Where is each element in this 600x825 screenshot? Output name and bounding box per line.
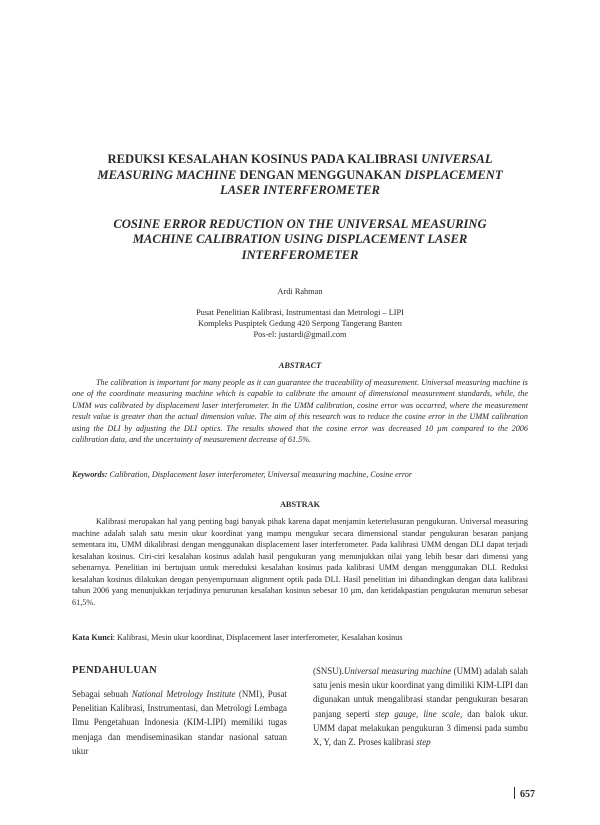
keywords-line <box>72 469 528 480</box>
affiliation-line: Pusat Penelitian Kalibrasi, Instrumentasi dan Metrologi – LIPI <box>196 308 404 317</box>
abstract-heading: ABSTRACT <box>278 361 322 370</box>
keywords-label: Keywords: <box>72 470 108 479</box>
author-email: Pos-el: justardi@gmail.com <box>253 330 347 339</box>
abstrak-heading: ABSTRAK <box>279 500 321 509</box>
keywords-text: Calibration, Displacement laser interferometer, Universal measuring machine, Cosine error <box>107 470 413 479</box>
author-name: Ardi Rahman <box>277 287 323 296</box>
kata-kunci-text: : Kalibrasi, Mesin ukur koordinat, Displacement laser interferometer, Kesalahan kosinus <box>112 633 403 642</box>
title-block <box>60 152 540 263</box>
abstract-text: The calibration is important for many people as it can guarantee the traceability of measurement. Universal measuring machine is one of the coordinate measuring machine which is capable to calibrate the amount of dimensional measurement standards, while, the UMM was calibrated by displacement laser interferometer. In the UMM calibration, cosine error was occurred, where the measurement result value is greater than the actual dimension value. The aim of this research was to reduce the cosine error in the UMM calibration using the DLI by adjusting the DLI optics. The results showed that the cosine error was decreased 10 µm compared to the 2006 calibration data, and the uncertainty of measurement decrease of 61.5%. <box>72 378 528 445</box>
body-paragraph: (SNSU).Universal measuring machine (UMM) adalah salah satu jenis mesin ukur koordinat yang dimiliki KIM-LIPI dan digunakan untuk mengalibrasi standar pengukuran besaran panjang seperti step gauge, line scale, dan balok ukur. UMM dapat melakukan pengukuran 3 dimensi pada sumbu X, Y, dan Z. Proses kalibrasi step <box>313 666 528 748</box>
page-number-divider <box>514 787 515 799</box>
body-paragraph: Sebagai sebuah National Metrology Institute (NMI), Pusat Penelitian Kalibrasi, Instrumentasi, dan Metrologi Lembaga Ilmu Pengetahuan Indonesia (KIM-LIPI) memiliki tugas menjaga dan mendiseminasikan standar nasional satuan ukur <box>72 689 287 756</box>
section-heading: PENDAHULUAN <box>72 665 157 676</box>
author-affiliation <box>0 307 600 340</box>
body-column-left <box>72 664 287 758</box>
kata-kunci-label: Kata Kunci <box>72 633 113 642</box>
title-english: COSINE ERROR REDUCTION ON THE UNIVERSAL MEASURING MACHINE CALIBRATION USING DISPLACEMENT LASER INTERFEROMETER <box>113 216 487 262</box>
kata-kunci-line <box>72 632 528 643</box>
title-indonesian: REDUKSI KESALAHAN KOSINUS PADA KALIBRASI UNIVERSAL MEASURING MACHINE DENGAN MENGGUNAKAN DISPLACEMENT LASER INTERFEROMETER <box>97 152 503 197</box>
page-number: 657 <box>514 787 535 800</box>
affiliation-line: Kompleks Puspiptek Gedung 420 Serpong Tangerang Banten <box>198 319 402 328</box>
abstrak-text: Kalibrasi merupakan hal yang penting bagi banyak pihak karena dapat menjamin ketertelusuran pengukuran. Universal measuring machine adalah salah satu mesin ukur koordinat yang mampu mengukur secara dimensional standar pengukuran besaran panjang sementara itu, UMM dikalibrasi dengan menggunakan displacement laser interferometer. Pada kalibrasi UMM dengan DLI dapat terjadi kesalahan kosinus. Ciri-ciri kesalahan kosinus adalah hasil pengukuran yang menunjukkan nilai yang lebih besar dari dimensi yang sebenarnya. Penelitian ini bertujuan untuk mereduksi kesalahan kosinus pada kalibrasi UMM dengan menggunakan DLI. Reduksi kesalahan kosinus dilakukan dengan penyempurnaan alignment optik pada DLI. Hasil penelitian ini dibandingkan dengan data kalibrasi tahun 2006 yang menunjukkan terjadinya penurunan kesalahan kosinus sebesar 10 µm, dan ketidakpastian pengukuran menurun sebesar 61,5%. <box>72 517 528 607</box>
body-column-right <box>313 664 528 749</box>
